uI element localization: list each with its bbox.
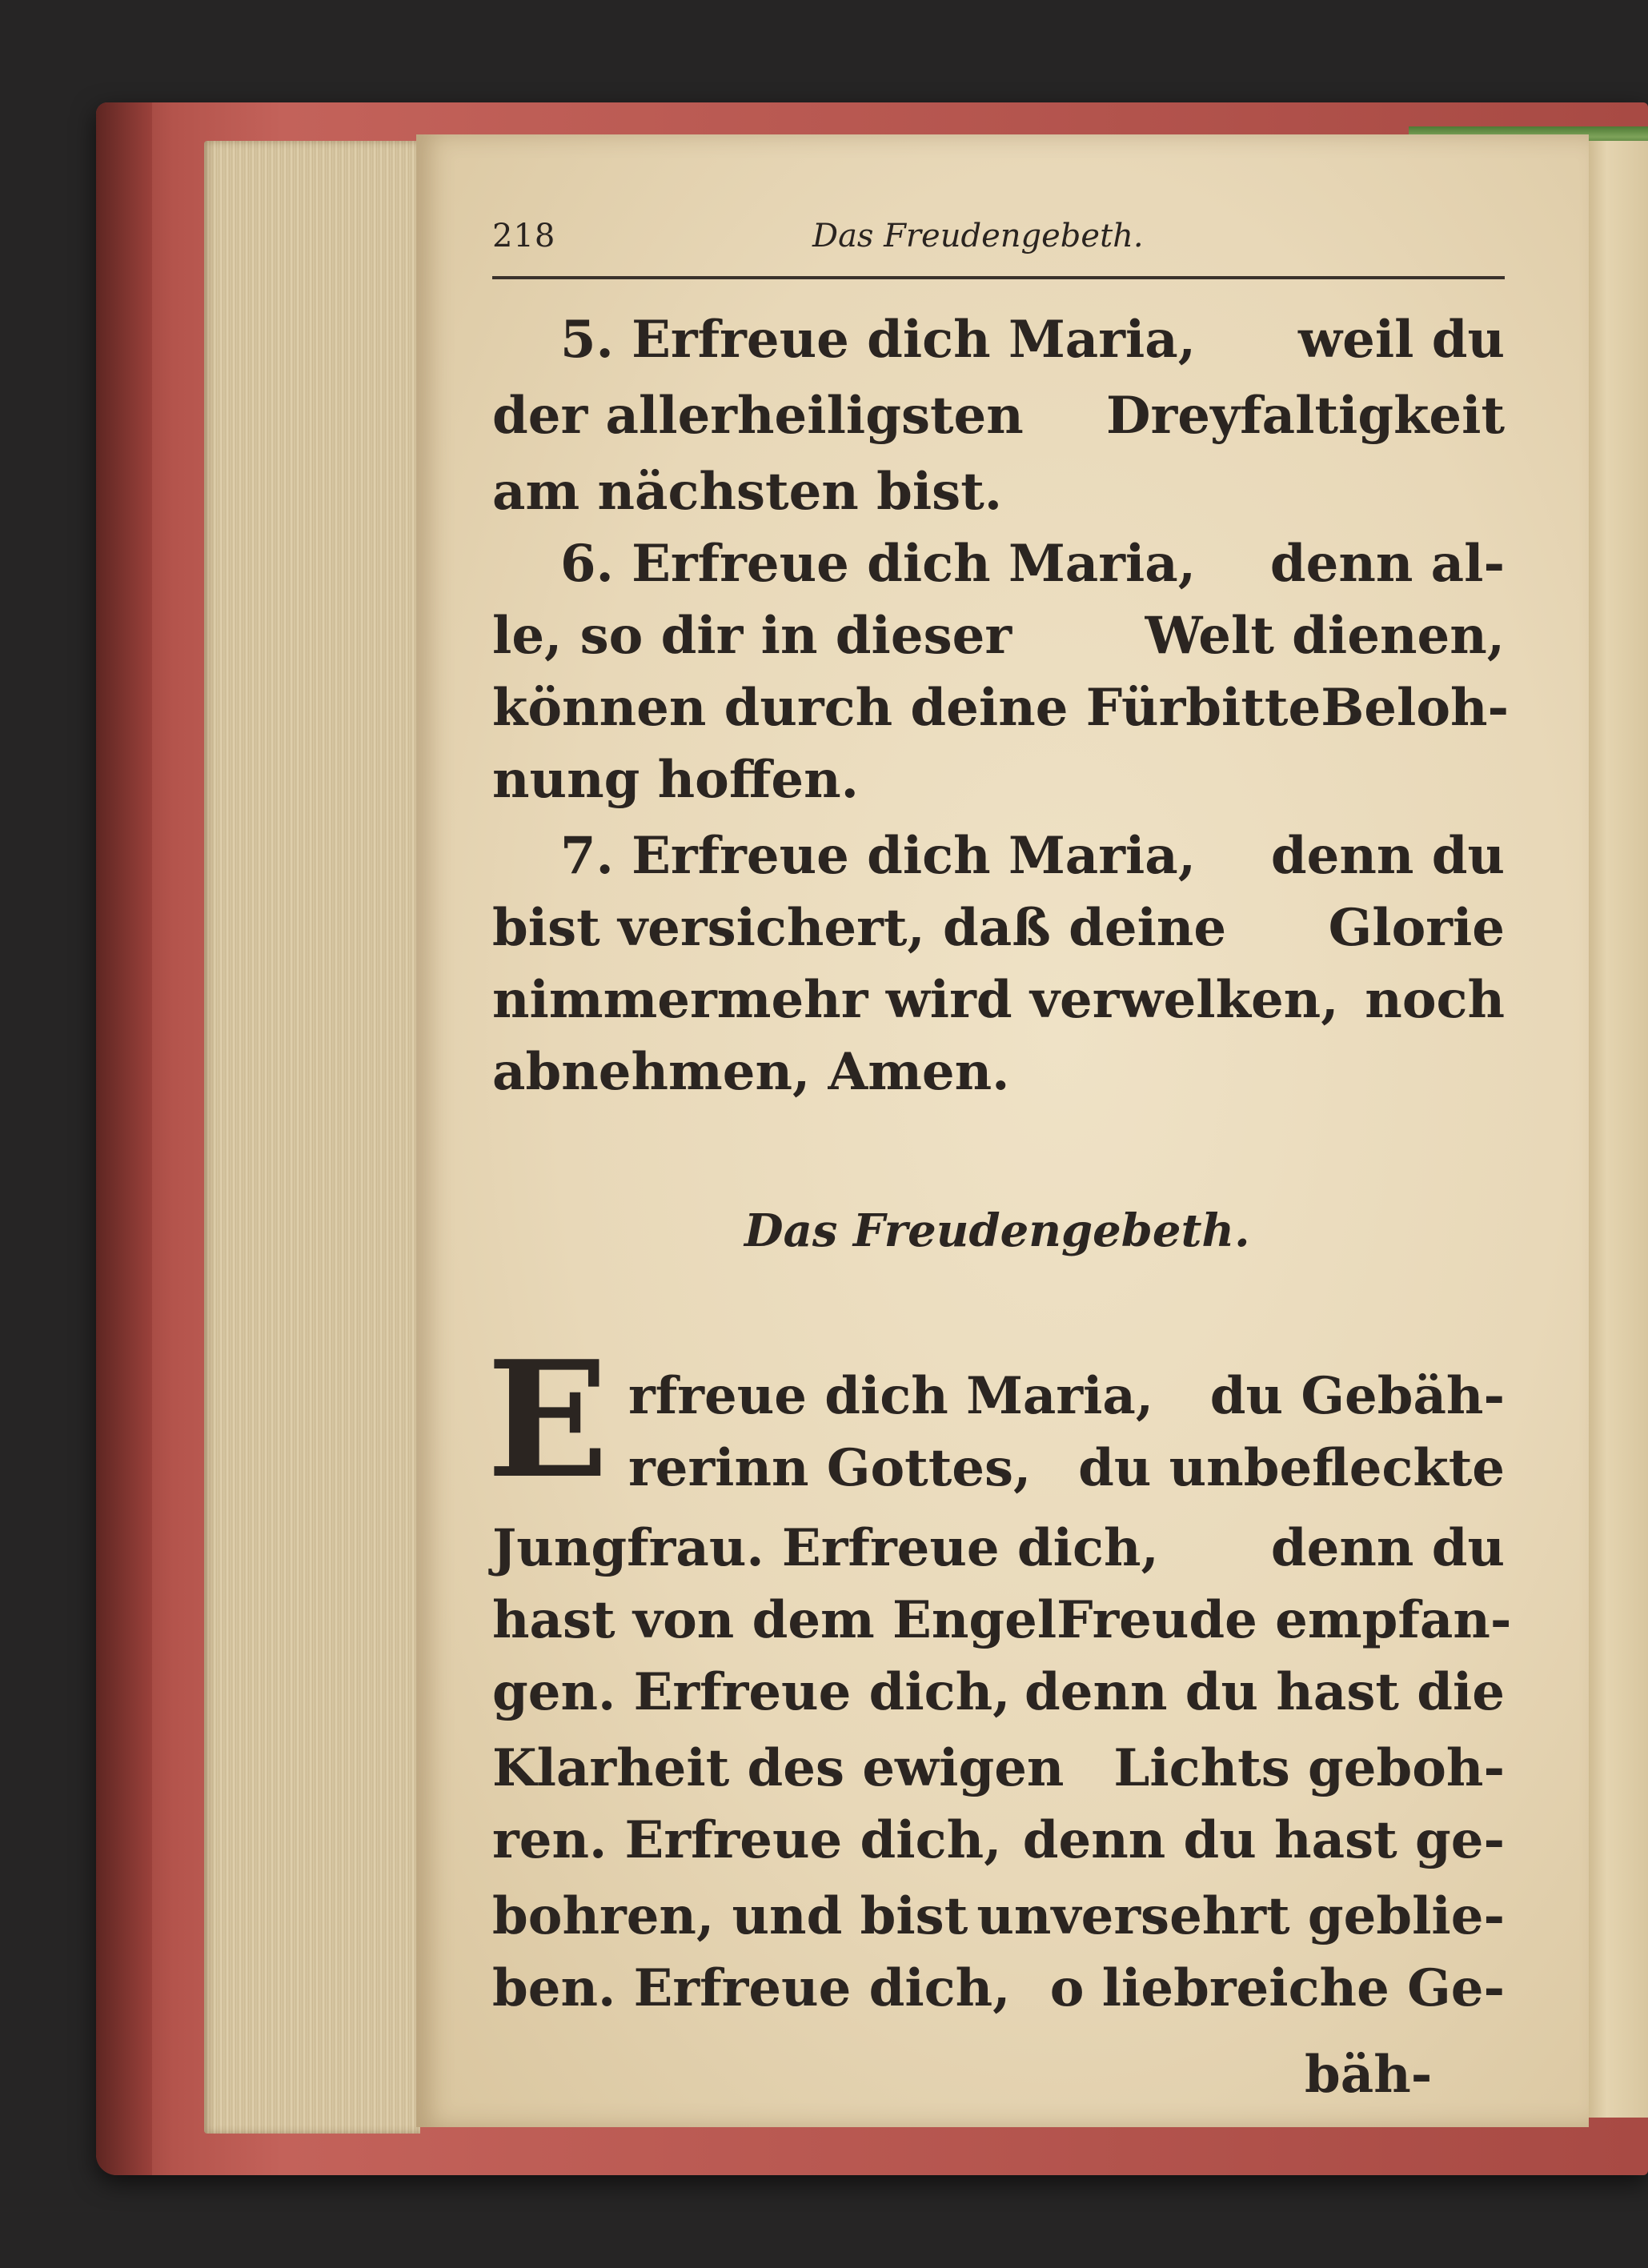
verse-7-line-3 bbox=[492, 964, 1505, 1036]
text-left: am nächsten bist. bbox=[492, 462, 1003, 522]
text-left: abnehmen, Amen. bbox=[492, 1042, 1010, 1102]
header-rule bbox=[492, 276, 1505, 279]
text-right: denn du bbox=[1270, 1518, 1505, 1578]
running-title: Das Freudengebeth. bbox=[812, 218, 1144, 254]
drop-cap: E bbox=[487, 1326, 609, 1514]
text-left: 5. Erfreue dich Maria, bbox=[560, 310, 1197, 370]
text-right: du unbefleckte bbox=[1078, 1438, 1505, 1498]
prayer-line-4 bbox=[492, 1585, 1512, 1657]
text-left: Klarheit des ewigen bbox=[492, 1738, 1065, 1798]
text-right: Welt dienen, bbox=[1145, 606, 1505, 666]
verse-5-line-1 bbox=[560, 304, 1505, 376]
prayer-line-1 bbox=[628, 1360, 1505, 1433]
prayer-line-7 bbox=[492, 1805, 1505, 1877]
text-left: rerinn Gottes, bbox=[628, 1438, 1032, 1498]
text-left: bist versichert, daß deine bbox=[492, 898, 1227, 958]
text-left: nung hoffen. bbox=[492, 750, 859, 810]
verse-6-line-3 bbox=[492, 672, 1510, 744]
text-left: nimmermehr wird verwelken, bbox=[492, 970, 1339, 1030]
facing-page-edge bbox=[1589, 141, 1648, 2118]
page-edges bbox=[204, 141, 420, 2134]
text-left: können durch deine Fürbitte bbox=[492, 678, 1321, 738]
text-right: Glorie bbox=[1328, 898, 1505, 958]
text-left: gen. Erfreue dich, bbox=[492, 1662, 1011, 1722]
text-right: denn al- bbox=[1269, 534, 1505, 594]
text-right: weil du bbox=[1298, 310, 1505, 370]
text-right: Freude empfan- bbox=[1057, 1590, 1512, 1650]
text-left: ren. Erfreue dich, bbox=[492, 1810, 1002, 1870]
book-spine bbox=[96, 102, 152, 2175]
prayer-line-5 bbox=[492, 1657, 1505, 1729]
running-head bbox=[492, 218, 1505, 266]
text-right: Dreyfaltigkeit bbox=[1106, 386, 1505, 446]
text-left: ben. Erfreue dich, bbox=[492, 1958, 1011, 2018]
verse-6-line-4 bbox=[492, 744, 1505, 816]
text-left: rfreue dich Maria, bbox=[628, 1366, 1154, 1426]
text-left: 7. Erfreue dich Maria, bbox=[560, 826, 1197, 886]
verse-7-line-2 bbox=[492, 892, 1505, 964]
verse-5-line-2 bbox=[492, 380, 1505, 452]
prayer-line-8 bbox=[492, 1881, 1505, 1953]
text-left: der allerheiligsten bbox=[492, 386, 1024, 446]
text-right: o liebreiche Ge- bbox=[1049, 1958, 1505, 2018]
verse-6-line-2 bbox=[492, 600, 1505, 672]
catchword: bäh- bbox=[1305, 2045, 1433, 2105]
text-right: denn du hast ge- bbox=[1022, 1810, 1505, 1870]
text-left: le, so dir in dieser bbox=[492, 606, 1012, 666]
text-right: noch bbox=[1365, 970, 1505, 1030]
text-right: Beloh- bbox=[1321, 678, 1510, 738]
verse-7-line-4 bbox=[492, 1036, 1505, 1108]
prayer-line-2 bbox=[628, 1433, 1505, 1505]
page-number: 218 bbox=[492, 218, 556, 254]
text-right: unversehrt geblie- bbox=[976, 1886, 1505, 1946]
text-left: 6. Erfreue dich Maria, bbox=[560, 534, 1197, 594]
verse-6-line-1 bbox=[560, 528, 1505, 600]
text-right: Lichts geboh- bbox=[1113, 1738, 1505, 1798]
verse-5-line-3 bbox=[492, 456, 1505, 528]
text-right: denn du bbox=[1270, 826, 1505, 886]
section-heading: Das Freudengebeth. bbox=[744, 1204, 1250, 1257]
prayer-line-6 bbox=[492, 1733, 1505, 1805]
prayer-line-3 bbox=[492, 1513, 1505, 1585]
prayer-line-9 bbox=[492, 1953, 1505, 2025]
text-left: bohren, und bist bbox=[492, 1886, 968, 1946]
text-right: du Gebäh- bbox=[1209, 1366, 1505, 1426]
verse-7-line-1 bbox=[560, 820, 1505, 892]
text-right: denn du hast die bbox=[1024, 1662, 1505, 1722]
text-left: hast von dem Engel bbox=[492, 1590, 1057, 1650]
text-left: Jungfrau. Erfreue dich, bbox=[492, 1518, 1159, 1578]
